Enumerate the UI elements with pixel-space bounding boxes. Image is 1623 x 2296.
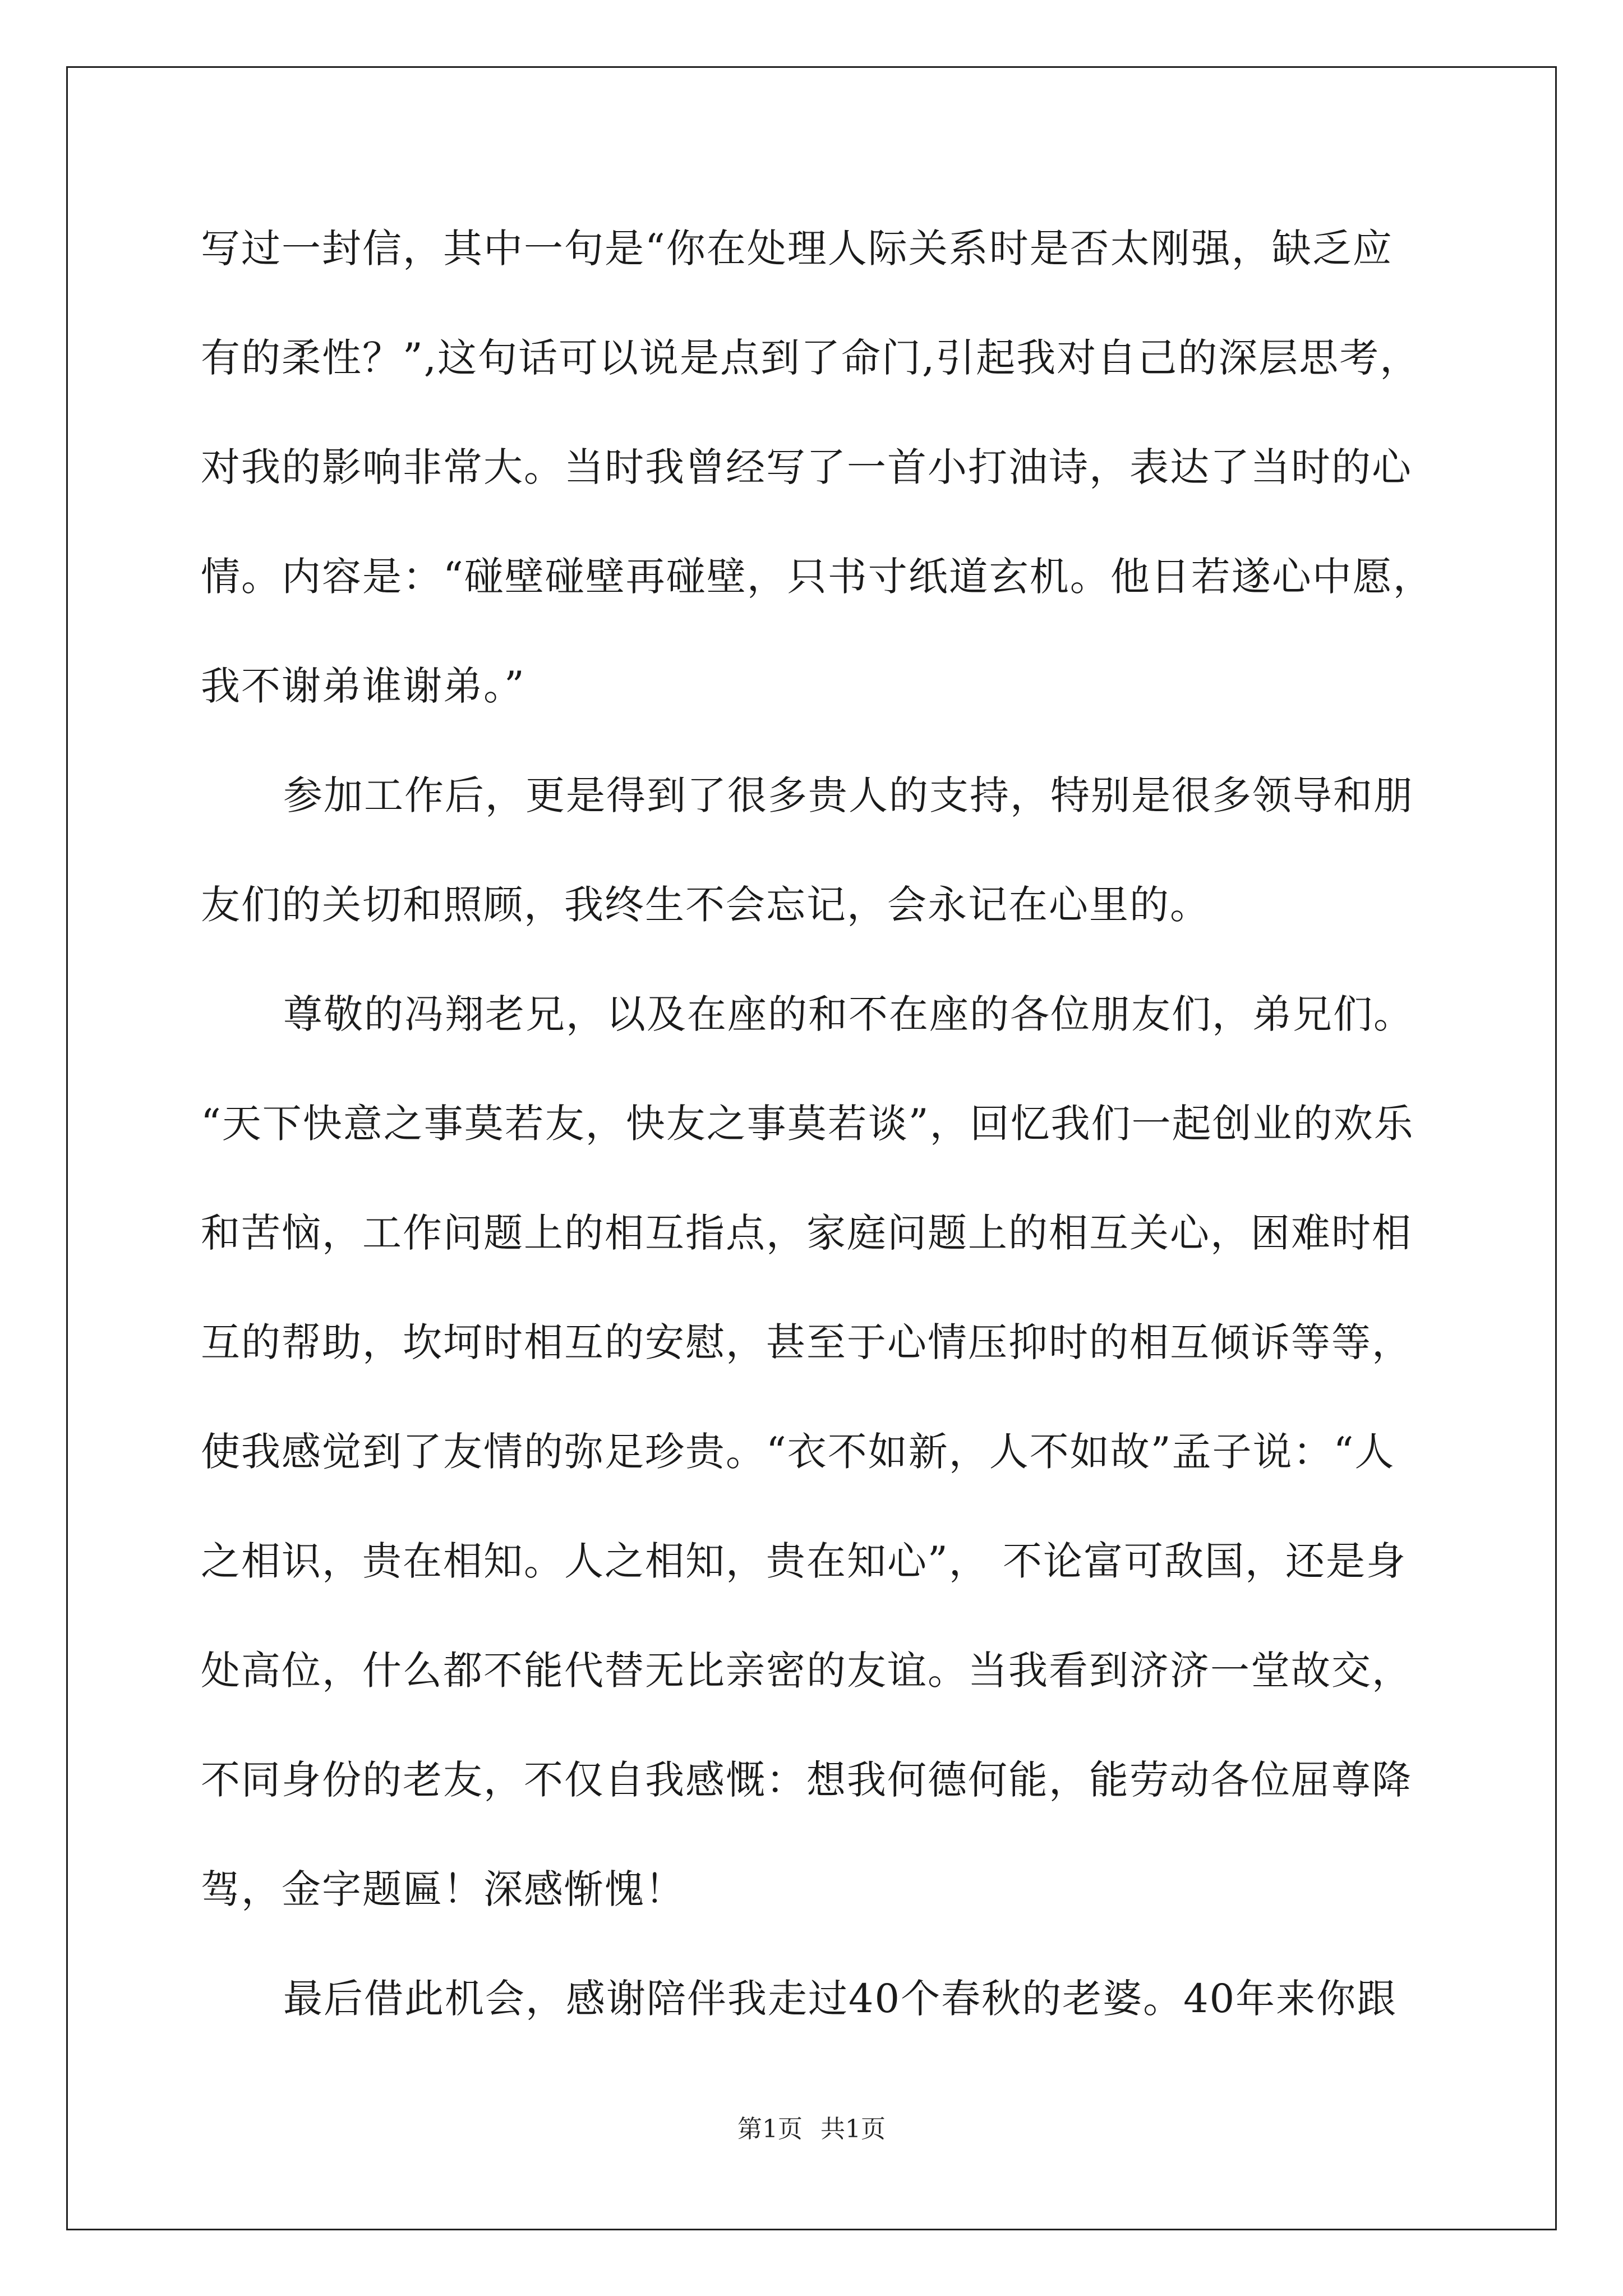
text-line: 友们的关切和照顾，我终生不会忘记，会永记在心里的。 bbox=[201, 882, 1210, 928]
text-line: 处高位，什么都不能代替无比亲密的友谊。当我看到济济一堂故交， bbox=[201, 1648, 1412, 1694]
text-line: 最后借此机会，感谢陪伴我走过40个春秋的老婆。40年来你跟 bbox=[283, 1976, 1398, 2022]
text-line: 尊敬的冯翔老兄，以及在座的和不在座的各位朋友们，弟兄们。 bbox=[283, 991, 1414, 1037]
page-footer: 第1页 共1页 bbox=[737, 2115, 886, 2143]
text-line: 和苦恼，工作问题上的相互指点，家庭问题上的相互关心，困难时相 bbox=[201, 1210, 1412, 1256]
text-line: 写过一封信，其中一句是“你在处理人际关系时是否太刚强，缺乏应 bbox=[201, 226, 1393, 272]
text-line: 不同身份的老友，不仅自我感慨：想我何德何能，能劳动各位屈尊降 bbox=[201, 1757, 1412, 1803]
text-line: 情。内容是：“碰壁碰壁再碰壁，只书寸纸道玄机。他日若遂心中愿， bbox=[201, 554, 1433, 600]
text-line: 有的柔性？”,这句话可以说是点到了命门,引起我对自己的深层思考， bbox=[201, 335, 1421, 381]
text-line: 对我的影响非常大。当时我曾经写了一首小打油诗，表达了当时的心 bbox=[201, 444, 1412, 490]
text-line: 我不谢弟谁谢弟。” bbox=[201, 663, 525, 709]
text-line: 之相识，贵在相知。人之相知，贵在知心”， 不论富可敌国，还是身 bbox=[201, 1538, 1407, 1584]
text-line: 参加工作后，更是得到了很多贵人的支持，特别是很多领导和朋 bbox=[283, 772, 1414, 818]
text-line: 驾，金字题匾！深感惭愧！ bbox=[201, 1866, 685, 1912]
text-line: 使我感觉到了友情的弥足珍贵。“衣不如新，人不如故”孟子说：“人 bbox=[201, 1429, 1395, 1475]
text-line: 互的帮助，坎坷时相互的安慰，甚至于心情压抑时的相互倾诉等等， bbox=[201, 1319, 1412, 1365]
text-line: “天下快意之事莫若友，快友之事莫若谈”，回忆我们一起创业的欢乐 bbox=[201, 1101, 1414, 1147]
